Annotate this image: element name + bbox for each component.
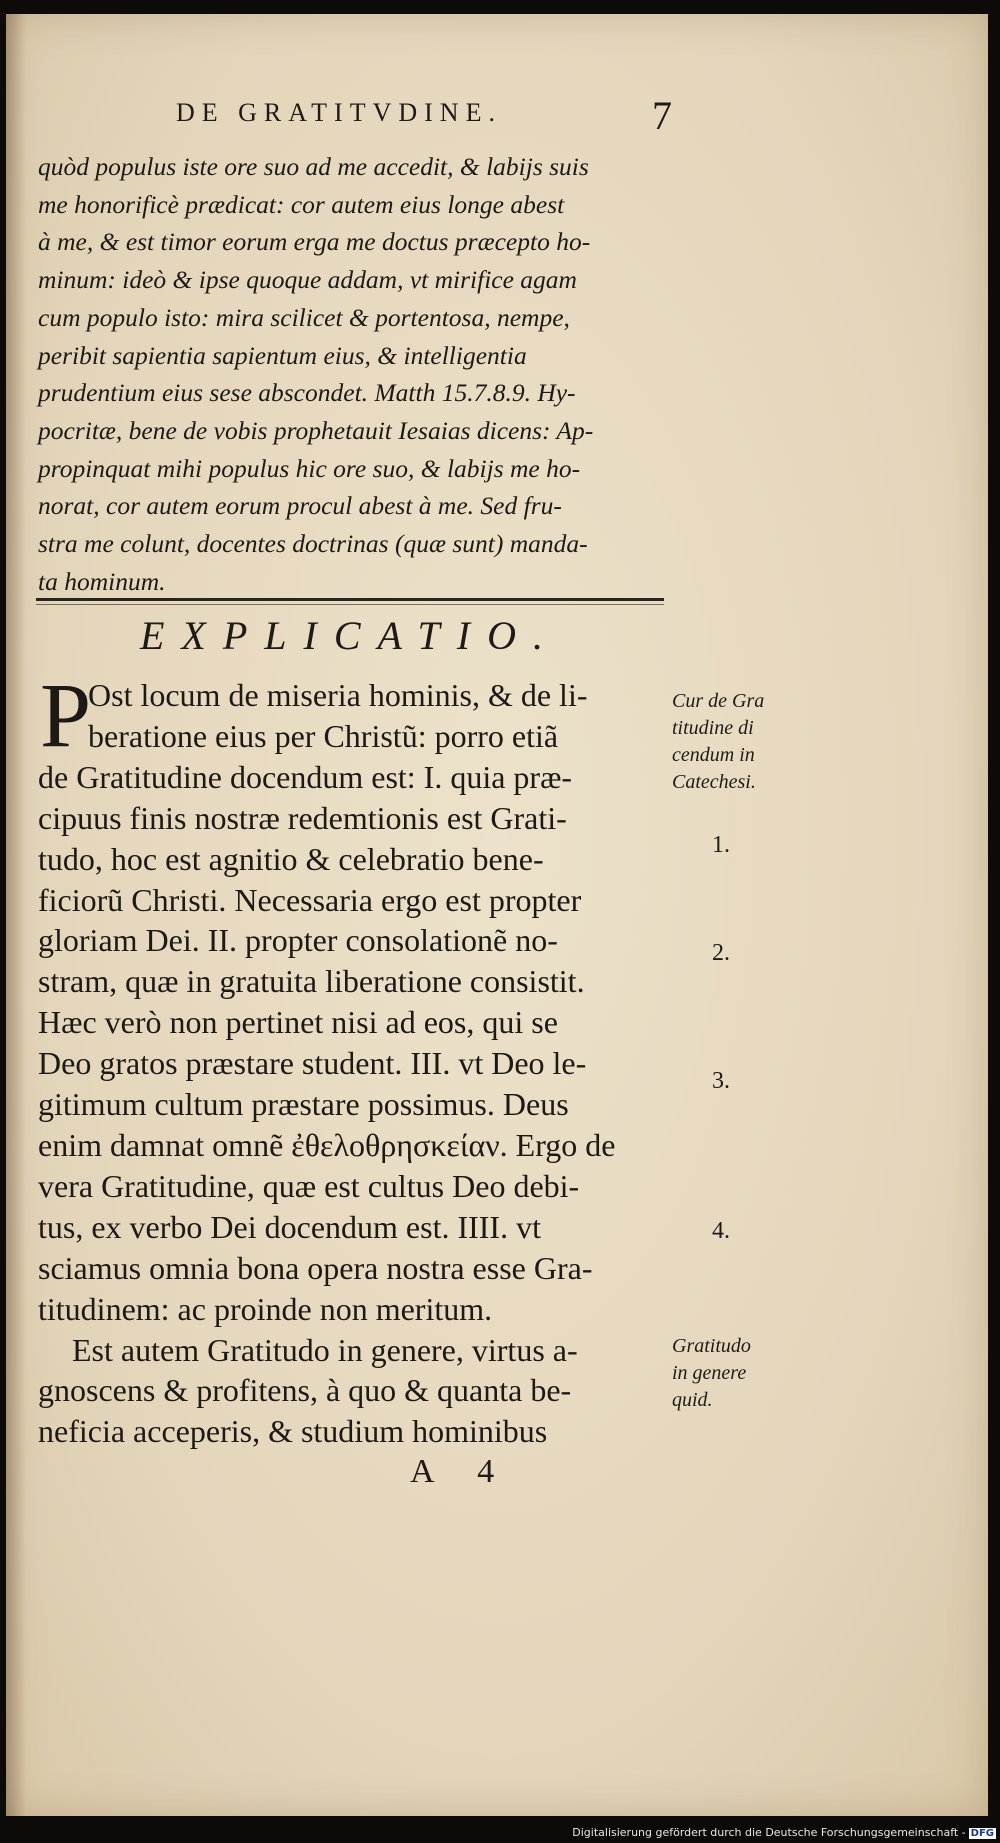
quote-line: à me, & est timor eorum erga me doctus præcepto ho-: [38, 227, 591, 257]
body-line: sciamus omnia bona opera nostra esse Gra-: [38, 1249, 593, 1286]
body-line: ficiorũ Christi. Necessaria ergo est propter: [38, 881, 582, 918]
quote-line: propinquat mihi populus hic ore suo, & labijs me ho-: [38, 453, 581, 483]
quote-line: peribit sapientia sapientum eius, & intelligentia: [38, 340, 527, 370]
margin-number-1: 1.: [712, 832, 730, 858]
credit-text: Digitalisierung gefördert durch die Deutsche Forschungsgemeinschaft -: [572, 1826, 966, 1839]
margin-note-line: Catechesi.: [672, 771, 756, 793]
body-line: gloriam Dei. II. propter consolationẽ no-: [38, 922, 558, 959]
margin-number-4: 4.: [712, 1218, 730, 1244]
margin-note-line: in genere: [672, 1362, 747, 1384]
body-text: [38, 675, 668, 1452]
body-line: de Gratitudine docendum est: I. quia præ-: [38, 758, 573, 795]
digitization-credit: [572, 1826, 996, 1839]
quote-line: minum: ideò & ipse quoque addam, vt mirifice agam: [38, 265, 577, 295]
quote-line: cum populo isto: mira scilicet & portentosa, nempe,: [38, 302, 570, 332]
signature-mark: A 4: [410, 1453, 513, 1490]
quote-line: ta hominum.: [38, 566, 166, 596]
body-line: gnoscens & profitens, à quo & quanta be-: [38, 1372, 572, 1409]
margin-note-line: Gratitudo: [672, 1335, 751, 1357]
body-line: beratione eius per Christũ: porro etiã: [88, 717, 559, 754]
quote-line: prudentium eius sese abscondet. Matth 15.7.8.9. Hy-: [38, 378, 576, 408]
quote-line: pocritæ, bene de vobis prophetauit Iesaias dicens: Ap-: [38, 415, 594, 445]
section-rule-thin: [36, 604, 664, 605]
body-line: vera Gratitudine, quæ est cultus Deo debi-: [38, 1167, 580, 1204]
page-number: 7: [652, 93, 672, 138]
quote-line: norat, cor autem eorum procul abest à me. Sed fru-: [38, 491, 562, 521]
body-line: tus, ex verbo Dei docendum est. IIII. vt: [38, 1208, 541, 1245]
margin-note-catechesis: [672, 688, 812, 796]
body-line: stram, quæ in gratuita liberatione consistit.: [38, 963, 585, 1000]
body-line: Est autem Gratitudo in genere, virtus a-: [72, 1331, 578, 1368]
page-edge-shadow: [6, 14, 26, 1816]
body-line: gitimum cultum præstare possimus. Deus: [38, 1086, 569, 1123]
body-line: titudinem: ac proinde non meritum.: [38, 1290, 493, 1327]
body-line: neficia acceperis, & studium hominibus: [38, 1413, 548, 1450]
section-rule: [36, 598, 664, 601]
margin-number-2: 2.: [712, 940, 730, 966]
section-heading: EXPLICATIO.: [140, 613, 560, 658]
quote-line: stra me colunt, docentes doctrinas (quæ sunt) manda-: [38, 529, 588, 559]
quote-line: me honorificè prædicat: cor autem eius longe abest: [38, 189, 565, 219]
body-line: Deo gratos præstare student. III. vt Deo le-: [38, 1045, 587, 1082]
margin-note-line: Cur de Gra: [672, 690, 765, 712]
quote-line: quòd populus iste ore suo ad me accedit, & labijs suis: [38, 152, 589, 181]
body-line: enim damnat omnẽ ἐθελοθρησκείαν. Ergo de: [38, 1126, 616, 1163]
margin-note-line: titudine di: [672, 717, 754, 739]
margin-note-gratitudo: [672, 1333, 812, 1414]
margin-note-line: quid.: [672, 1389, 713, 1411]
margin-note-line: cendum in: [672, 744, 755, 766]
scripture-quote: [38, 148, 688, 600]
drop-cap: P: [40, 664, 92, 766]
body-line: tudo, hoc est agnitio & celebratio bene-: [38, 840, 544, 877]
body-line: cipuus finis nostræ redemtionis est Grati-: [38, 799, 567, 836]
body-line: Ost locum de miseria hominis, & de li-: [88, 677, 588, 713]
running-title: DE GRATITVDINE.: [176, 98, 502, 127]
margin-number-3: 3.: [712, 1068, 730, 1094]
dfg-logo: DFG: [970, 1828, 994, 1839]
body-line: Hæc verò non pertinet nisi ad eos, qui se: [38, 1004, 558, 1041]
